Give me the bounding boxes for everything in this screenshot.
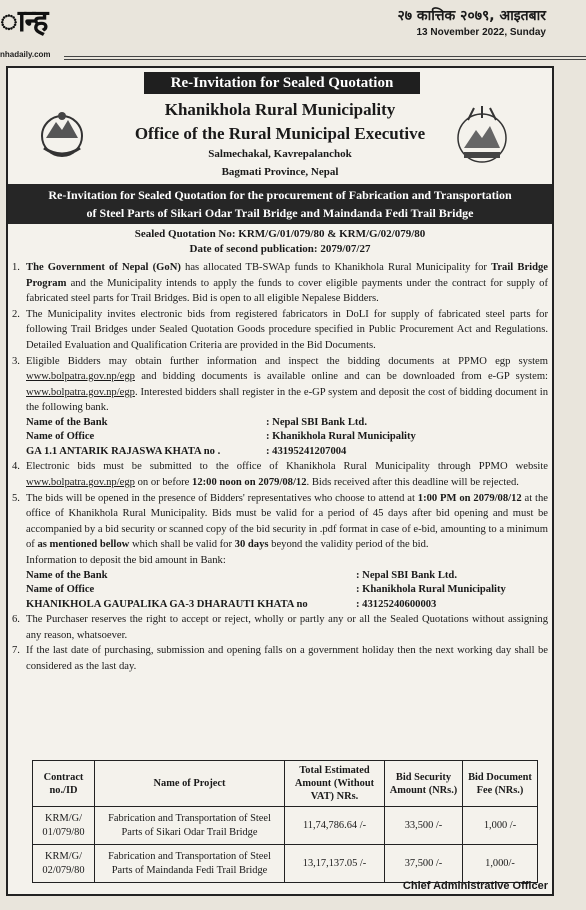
bank-key: Name of the Bank [26,569,108,581]
subject-line-2: of Steel Parts of Sikari Odar Trail Bridge and Maindanda Fedi Trail Bridge [86,206,474,220]
bank-value: : Khanikhola Rural Municipality [266,431,416,443]
table-row [33,807,538,845]
bank-info-row [12,445,548,460]
column-header: Bid Document Fee (NRs.) [463,761,538,807]
clause-text: and bidding documents is available online and can be downloaded from e-GP system: [134,371,548,383]
clause-7 [12,643,548,674]
table-row [33,845,538,883]
bank-info-row [12,416,548,431]
clause-text: which shall be valid for [129,539,235,551]
notice-body [12,260,548,674]
clause-4 [12,459,548,490]
table-cell: 11,74,786.64 /- [285,807,385,845]
clause-number: 4. [12,461,20,473]
egp-link[interactable]: www.bolpatra.gov.np/egp [26,371,135,383]
clause-text: . Interested bidders shall register in the e-GP system and deposit the cost of bidding document in the following bank. [26,386,548,414]
masthead-divider [64,56,586,57]
clause-text: Trail Bridge Program [26,262,548,289]
clause-text: 30 days [234,539,269,551]
address-line-1: Salmechakal, Kavrepalanchok [208,148,352,160]
bank-info-row [12,430,548,445]
egp-link[interactable]: www.bolpatra.gov.np/egp [26,386,135,398]
clause-text: The Purchaser reserves the right to accept or reject, wholly or partly any or all the Sealed Quotations without assigning any reason, whatsoever. [26,614,548,641]
publication-date: Date of second publication: 2079/07/27 [189,243,371,255]
table-cell: Fabrication and Transportation of Steel Parts of Sikari Odar Trail Bridge [95,807,285,845]
table-cell: 33,500 /- [385,807,463,845]
clause-number: 7. [12,645,20,657]
office-name: Office of the Rural Municipal Executive [134,124,426,143]
bank-value: : Khanikhola Rural Municipality [356,584,506,596]
subject-bar [8,184,552,224]
clause-number: 2. [12,308,20,320]
bank-info-row [12,583,548,598]
bank-info-heading: Information to deposit the bid amount in Bank: [26,555,226,566]
column-header: Contract no./ID [33,761,95,807]
newspaper-masthead [0,0,586,66]
clause-text: as mentioned bellow [37,539,130,551]
table-header-row [33,761,538,807]
clause-text: Electronic bids must be submitted to the office of Khanikhola Rural Municipality through PPMO website [26,461,548,473]
contract-table [32,760,538,883]
table-cell: KRM/G/ 01/079/80 [33,807,95,845]
clause-text: has allocated TB-SWAp funds to Khanikhola Rural Municipality for [180,262,492,273]
newspaper-logo: ान्ह [0,4,48,39]
clause-number: 6. [12,614,20,626]
clause-number: 3. [12,355,20,367]
bank-key: KHANIKHOLA GAUPALIKA GA-3 DHARAUTI KHATA no [26,598,308,610]
bank-value: : Nepal SBI Bank Ltd. [266,416,367,428]
column-header: Total Estimated Amount (Without VAT) NRs. [285,761,385,807]
clause-number: 1. [12,262,20,273]
bank-info-row [12,569,548,584]
clause-text: beyond the validity period of the bid. [268,539,429,551]
bank-info-row [12,598,548,613]
notice-banner: Re-Invitation for Sealed Quotation [144,72,420,94]
clause-text: The Government of Nepal (GoN) [26,262,181,273]
table-cell: 1,000 /- [463,807,538,845]
clause-text: 12:00 noon on 2079/08/12 [192,477,307,489]
clause-text: on or before [134,477,193,489]
table-cell: 37,500 /- [385,845,463,883]
site-url: nhadaily.com [0,50,51,59]
egp-link[interactable]: www.bolpatra.gov.np/egp [26,477,135,489]
clause-text: Eligible Bidders may obtain further information and inspect the bidding documents at PPMO egp system [26,355,548,367]
clause-6 [12,612,548,643]
notice-box [6,66,554,896]
clause-number: 5. [12,492,20,504]
table-cell: 1,000/- [463,845,538,883]
bank-value: : 43195241207004 [266,445,347,457]
bank-key: Name of Office [26,431,95,443]
quotation-number: Sealed Quotation No: KRM/G/01/079/80 & KRM/G/02/079/80 [134,228,426,240]
table-cell: Fabrication and Transportation of Steel Parts of Maindanda Fedi Trail Bridge [95,845,285,883]
bank-key: Name of Office [26,584,95,596]
column-header: Bid Security Amount (NRs.) [385,761,463,807]
clause-2 [12,307,548,354]
clause-3 [12,354,548,416]
bank-key: GA 1.1 ANTARIK RAJASWA KHATA no . [26,445,221,457]
masthead-divider-secondary [64,59,586,60]
signature: Chief Administrative Officer [402,880,548,892]
clause-text: If the last date of purchasing, submission and opening falls on a government holiday then the next working day shall be considered as the last day. [26,645,548,672]
clause-text: . Bids received after this deadline will be rejected. [306,477,519,489]
date-nepali: २७ कात्तिक २०७९, आइतबार [397,8,546,24]
clause-1 [12,260,548,307]
bank-value: : Nepal SBI Bank Ltd. [356,569,457,581]
table-cell: KRM/G/ 02/079/80 [33,845,95,883]
clause-text: at the office of Khanikhola Rural Municipality. Bids must be valid for a period of 45 days after bid opening and must be accompanied by a bid security or scanned copy of the bid security in .pdf format in case of e-bid, amounting to a minimum of [26,492,548,551]
subject-line-1: Re-Invitation for Sealed Quotation for the procurement of Fabrication and Transportation [48,188,512,202]
clause-text: and the Municipality intends to apply the funds to cover eligible payments under the contract for supply of fabricated steel parts for Trail Bridges. Bid is open to all eligible Nepalese Bidders. [26,277,548,305]
bank-key: Name of the Bank [26,416,108,428]
clause-text: 1:00 PM on 2079/08/12 [417,492,522,504]
clause-text: The Municipality invites electronic bids from registered fabricators in DoLI for supply of fabricated steel parts for following Trail Bridges under Sealed Quotation Goods procedure specified in Public Procurement Act and Regulations. Detailed Evaluation and Qualification Criteria are provided in the Bid Documents. [26,308,548,351]
address-line-2: Bagmati Province, Nepal [221,166,339,178]
table-cell: 13,17,137.05 /- [285,845,385,883]
date-english: 13 November 2022, Sunday [416,27,546,38]
org-name: Khanikhola Rural Municipality [164,100,396,119]
clause-5 [12,491,548,553]
clause-text: The bids will be opened in the presence of Bidders' representatives who choose to attend at [26,492,418,504]
bank-value: : 43125240600003 [356,598,437,610]
column-header: Name of Project [95,761,285,807]
